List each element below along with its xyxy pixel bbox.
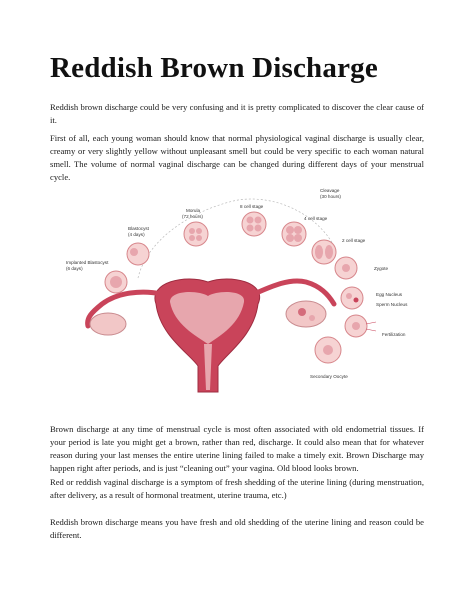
brown-discharge-paragraph: Brown discharge at any time of menstrual cycle is most often associated with old endometrial tissues. If your period is late you might get a brown, rather than red, discharge. It could also mean that for whatever reason during your last menses the entire uterine lining failed to make a timely exit. Brown Discharge may happen right after periods, and is just “cleaning out” your vagina. Old blood looks brown.	[50, 424, 424, 473]
blastocyst-time-label: (4 days)	[128, 232, 145, 237]
reddish-brown-paragraph: Reddish brown discharge means you have fresh and old shedding of the uterine lining and reason could be different.	[50, 517, 424, 540]
secondary-oocyte-label: Secondary Oocyte	[310, 374, 348, 379]
egg-nucleus-label: Egg Nucleus	[376, 292, 403, 297]
cell-4-stage	[282, 222, 306, 246]
morula-cell	[184, 222, 208, 246]
page-title: Reddish Brown Discharge	[50, 52, 378, 84]
zygote-cell	[335, 257, 357, 279]
embryo-development-diagram	[58, 186, 428, 396]
implanted-time-label: (6 days)	[66, 266, 83, 271]
cell8-label: 8 cell stage	[240, 204, 264, 209]
zygote-label: Zygote	[374, 266, 389, 271]
morula-time-label: (72 hours)	[182, 214, 203, 219]
cleavage-label: Cleavage	[320, 188, 340, 193]
uterus-illustration	[88, 279, 334, 392]
intro-paragraph: Reddish brown discharge could be very confusing and it is pretty complicated to discover the clear cause of it.	[50, 102, 424, 125]
blastocyst-cell	[127, 243, 149, 265]
blastocyst-label: Blastocyst	[128, 226, 149, 231]
implanted-label: Implanted Blastocyst	[66, 260, 109, 265]
cell2-label: 2 cell stage	[342, 238, 366, 243]
red-discharge-paragraph: Red or reddish vaginal discharge is a symptom of fresh shedding of the uterine lining (during menstruation, after delivery, as a result of hormonal treatment, uterine trauma, etc.)	[50, 477, 424, 500]
cleavage-time-label: (30 hours)	[320, 194, 341, 199]
cell-8-stage	[242, 212, 266, 236]
fertilization-cell	[345, 315, 376, 337]
fertilization-label: Fertilization	[382, 332, 406, 337]
normal-discharge-paragraph: First of all, each young woman should know that normal physiological vaginal discharge is usually clear, creamy or very slightly yellow without unpleasant smell but could be very specific to each woman natural smell. The volume of normal vaginal discharge can be changed during different days of your menstrual cycle.	[50, 133, 424, 182]
cell-2-stage	[312, 240, 336, 264]
sperm-nucleus-label: Sperm Nucleus	[376, 302, 408, 307]
morula-label: Morula	[186, 208, 201, 213]
secondary-oocyte-cell	[315, 337, 341, 363]
egg-sperm-cell	[341, 287, 363, 309]
implanted-blastocyst-cell	[105, 271, 127, 293]
cell4-label: 4 cell stage	[304, 216, 328, 221]
